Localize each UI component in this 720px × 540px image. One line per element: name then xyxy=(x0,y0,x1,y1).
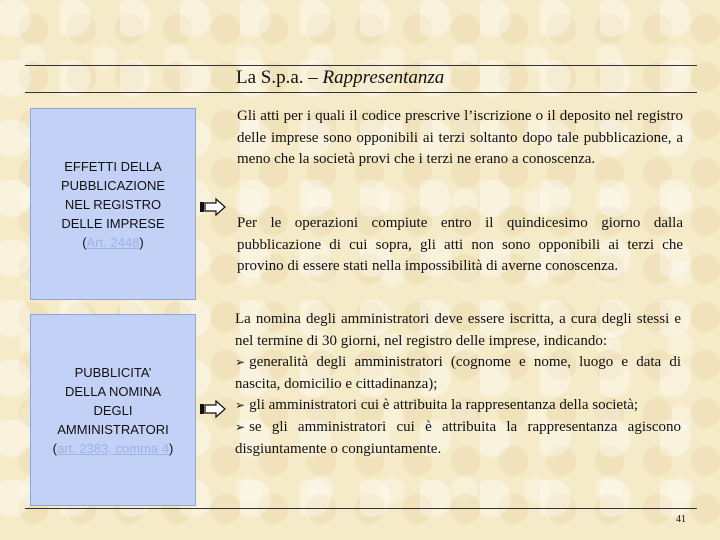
arrow-right-icon xyxy=(200,197,226,217)
box2-line-2: DELLA NOMINA xyxy=(64,383,162,399)
bullet-arrow-icon: ➢ xyxy=(235,398,246,413)
art-2448-link[interactable]: Art. 2448 xyxy=(86,234,140,250)
bullet-arrow-icon: ➢ xyxy=(235,419,246,434)
bullet-text-generalita: generalità degli amministratori (cognome e nome, luogo e data di nascita, domicilio e cittadinanza); xyxy=(235,354,681,392)
bottom-rule xyxy=(25,508,697,509)
box1-ref-open: ( xyxy=(82,234,87,250)
box2-ref-open: ( xyxy=(52,440,57,456)
box1-line-3: NEL REGISTRO xyxy=(64,196,162,212)
box1-ref-line xyxy=(61,233,165,252)
top-rule xyxy=(25,65,697,66)
box2-line-4: AMMINISTRATORI xyxy=(57,421,169,437)
bullet-arrow-icon: ➢ xyxy=(235,355,246,370)
box1-line-2: PUBBLICAZIONE xyxy=(60,177,166,193)
box1-line-1: EFFETTI DELLA xyxy=(64,158,162,174)
bullet-item xyxy=(235,417,681,460)
bullet-text-disgiuntamente: se gli amministratori cui è attribuita la rappresentanza agiscono disgiuntamente o congiuntamente. xyxy=(235,418,681,457)
quindici-giorni-paragraph: Per le operazioni compiute entro il quindicesimo giorno dalla pubblicazione di cui sopra, gli atti non sono opponibili ai terzi che provino di essere stati nella impossibilità di averne conoscenza. xyxy=(237,215,683,275)
pubblicita-nomina-box xyxy=(30,314,196,506)
nomina-intro: La nomina degli amministratori deve essere iscritta, a cura degli stessi e nel termine di 30 giorni, nel registro delle imprese, indicando: xyxy=(235,311,681,349)
box2-ref-close: ) xyxy=(169,440,174,456)
effetti-pubblicazione-box xyxy=(30,108,196,300)
bullet-item xyxy=(235,395,681,417)
arrow-right-icon xyxy=(200,399,226,419)
slide-title-italic: Rappresentanza xyxy=(322,67,445,88)
bullet-text-rappresentanza: gli amministratori cui è attribuita la rappresentanza della società; xyxy=(249,397,639,414)
box2-line-3: DEGLI xyxy=(93,402,133,418)
bullet-item xyxy=(235,352,681,395)
box2-line-1: PUBBLICITA’ xyxy=(74,364,152,380)
title-underline xyxy=(25,92,697,93)
box1-line-4: DELLE IMPRESE xyxy=(61,215,165,231)
box1-ref-close: ) xyxy=(139,234,144,250)
slide-title-plain: La S.p.a. – xyxy=(236,67,323,88)
slide-title xyxy=(236,67,444,89)
page-number: 41 xyxy=(676,514,686,525)
nomina-amministratori-paragraph xyxy=(235,309,681,460)
box2-ref-line xyxy=(53,439,174,458)
opponibilita-paragraph: Gli atti per i quali il codice prescrive l’iscrizione o il deposito nel registro delle imprese sono opponibili ai terzi soltanto dopo tale pubblicazione, a meno che la società provi che i terzi ne erano a conoscenza. xyxy=(237,108,683,168)
art-2383-link[interactable]: art. 2383, comma 4 xyxy=(57,440,169,456)
